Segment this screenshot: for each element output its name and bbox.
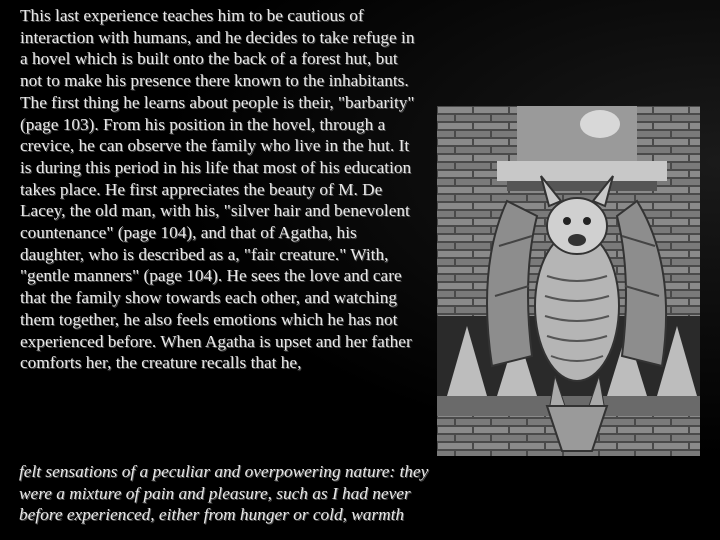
gargoyle-photo (437, 106, 700, 456)
body-paragraph: This last experience teaches him to be cautious of interaction with humans, and he decides to take refuge in a hovel which is built onto the back of a forest hut, but not to make his presence there known to the inhabitants. The first thing he learns about people is their, "barbarity" (page 103). From his position in the hovel, through a crevice, he can observe the family who live in the hut. It is during this period in his life that most of his education takes place. He first appreciates the beauty of M. De Lacey, the old man, with his, "silver hair and benevolent countenance" (page 104), and that of Agatha, his daughter, who is described as a, "fair creature." With, "gentle manners" (page 104). He sees the love and care that the family show towards each other, and watching them together, he also feels emotions which he has not experienced before. When Agatha is upset and her father comforts her, the creature recalls that he, (20, 6, 415, 373)
quoted-passage: felt sensations of a peculiar and overpowering nature: they were a mixture of pain and pleasure, such as I had never before experienced, either from hunger or cold, warmth (19, 462, 429, 525)
